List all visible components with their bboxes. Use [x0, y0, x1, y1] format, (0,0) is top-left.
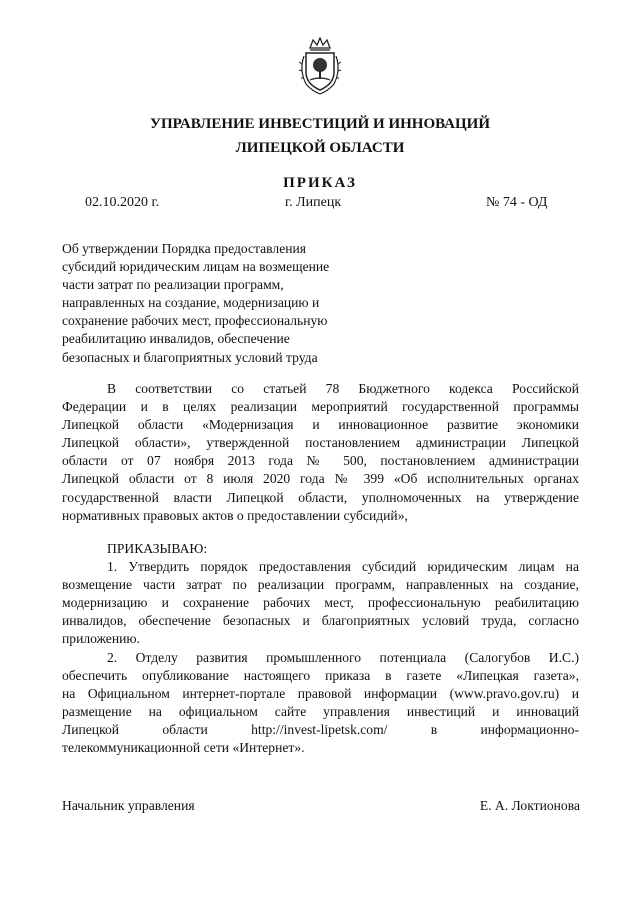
signatory-name: Е. А. Локтионова — [479, 798, 580, 813]
order-item-2-line: Липецкой области http://invest-lipetsk.com/ в информационно- — [62, 721, 579, 737]
preamble-line: области от 07 ноября 2013 года № 500, постановлением администрации — [62, 453, 579, 469]
signatory-position: Начальник управления — [62, 798, 195, 813]
coat-of-arms-emblem — [298, 36, 342, 96]
organization-name-line2: ЛИПЕЦКОЙ ОБЛАСТИ — [235, 140, 405, 156]
preamble-line: Федерации и в целях реализации мероприятий государственной программы — [62, 399, 579, 415]
subject-line: субсидий юридическим лицам на возмещение — [62, 259, 330, 275]
preamble-line: В соответствии со статьей 78 Бюджетного кодекса Российской — [107, 381, 579, 396]
order-item-1-line: 1. Утвердить порядок предоставления субсидий юридическим лицам на — [107, 559, 579, 575]
preamble-line: Липецкой области «Модернизация и инновационное развитие экономики — [62, 417, 579, 433]
document-city: г. Липецк — [285, 195, 342, 210]
subject-line: сохранение рабочих мест, профессиональную — [62, 313, 328, 329]
order-item-2-line: телекоммуникационной сети «Интернет». — [62, 740, 305, 756]
order-section — [62, 540, 579, 757]
document-type-title: ПРИКАЗ — [283, 175, 357, 191]
preamble-line: Липецкой области», утвержденной постановлением администрации Липецкой — [62, 435, 579, 451]
order-item-2-line: 2. Отделу развития промышленного потенциала (Салогубов И.С.) — [107, 649, 579, 665]
subject-line: реабилитацию инвалидов, обеспечение — [62, 331, 290, 347]
subject-line: безопасных и благоприятных условий труда — [62, 349, 318, 365]
organization-name-line1: УПРАВЛЕНИЕ ИНВЕСТИЦИЙ И ИННОВАЦИЙ — [149, 116, 491, 132]
subject-line: направленных на создание, модернизацию и — [62, 295, 320, 311]
order-item-1-line: возмещение части затрат по реализации программ, направленных на создание, — [62, 577, 579, 593]
document-number: № 74 - ОД — [486, 195, 548, 210]
preamble-line: государственной власти Липецкой области, уполномоченных на утверждение — [62, 489, 579, 505]
document-subject — [62, 240, 382, 367]
order-item-2-line: размещение на официальном сайте управления инвестиций и инноваций — [62, 703, 579, 719]
preamble-paragraph — [62, 380, 579, 525]
preamble-line: нормативных правовых актов о предоставлении субсидий», — [62, 507, 408, 523]
order-item-1-line: инвалидов, обеспечение безопасных и благоприятных условий труда, согласно — [62, 613, 579, 629]
order-item-1-line: приложению. — [62, 631, 140, 647]
order-item-2-line: обеспечить опубликование настоящего приказа в газете «Липецкая газета», — [62, 667, 579, 683]
subject-line: части затрат по реализации программ, — [62, 277, 284, 293]
preamble-line: Липецкой области от 8 июля 2020 года № 399 «Об исполнительных органах — [62, 471, 579, 487]
order-item-1-line: модернизацию и сохранение рабочих мест, профессиональную реабилитацию — [62, 595, 579, 611]
subject-line: Об утверждении Порядка предоставления — [62, 241, 307, 256]
order-item-2-line: на Официальном интернет-портале правовой информации (www.pravo.gov.ru) и — [62, 685, 579, 701]
order-heading: ПРИКАЗЫВАЮ: — [107, 541, 208, 556]
document-date: 02.10.2020 г. — [85, 195, 160, 210]
